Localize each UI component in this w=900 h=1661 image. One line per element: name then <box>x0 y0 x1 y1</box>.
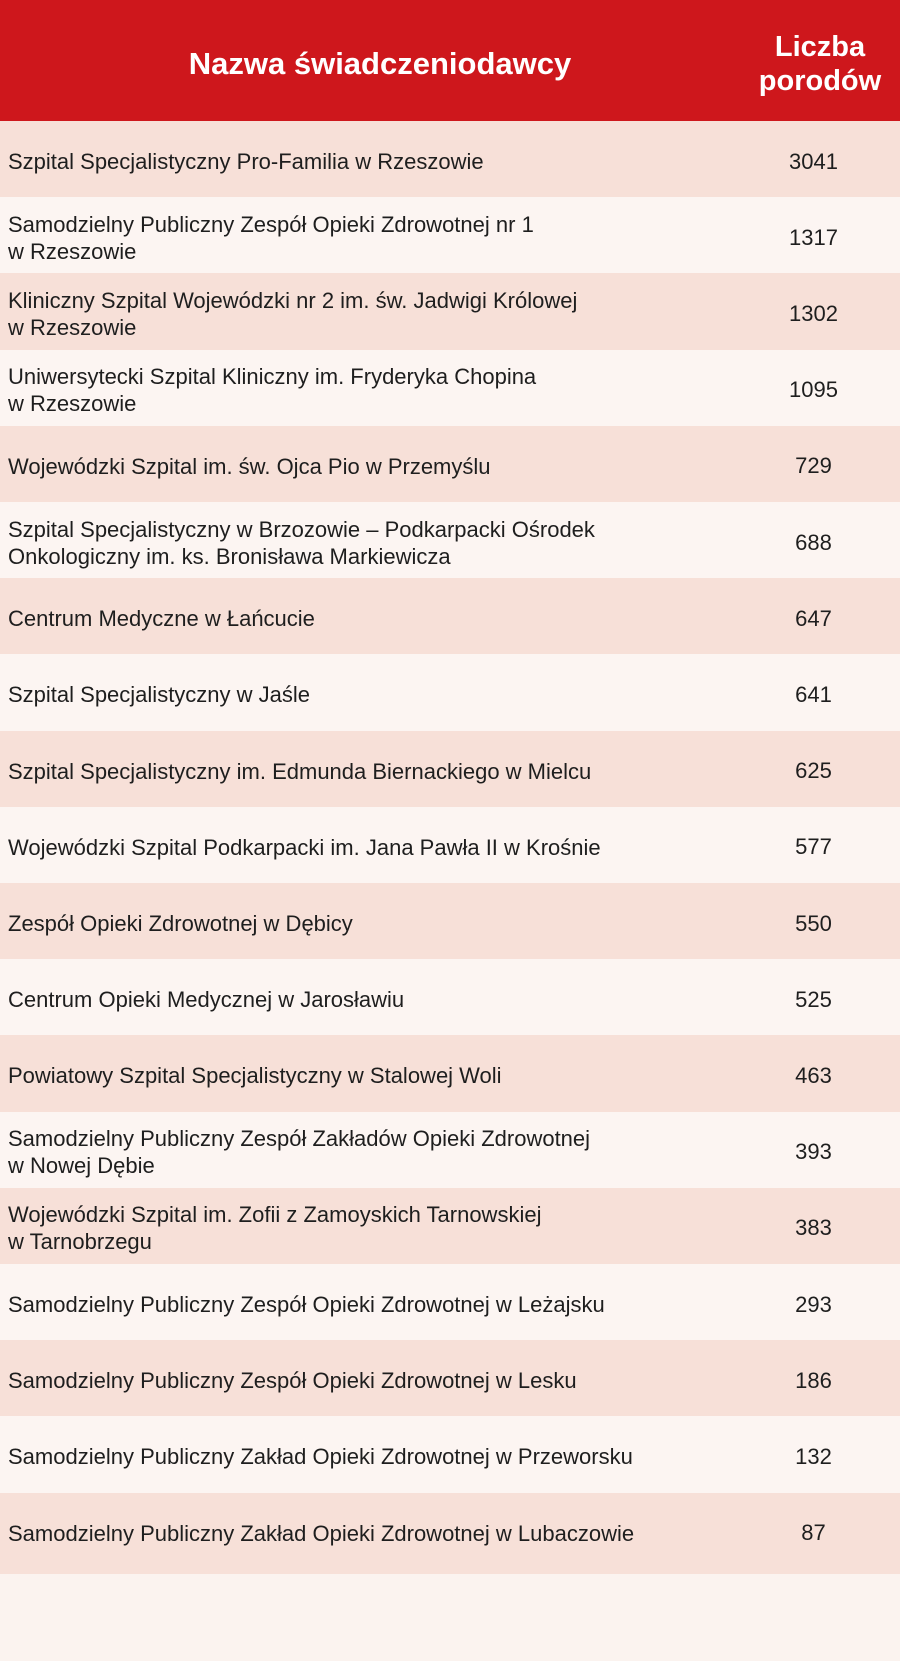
provider-name-cell: Wojewódzki Szpital Podkarpacki im. Jana Pawła II w Krośnie <box>8 834 601 860</box>
births-count-cell: 647 <box>795 605 832 631</box>
header-births-count: Liczba porodów <box>758 31 882 97</box>
table-row <box>0 350 900 431</box>
table-row <box>0 959 900 1040</box>
births-count-cell: 525 <box>795 986 832 1012</box>
births-count-cell: 132 <box>795 1443 832 1469</box>
births-count-cell: 87 <box>801 1520 826 1546</box>
table-row <box>0 426 900 507</box>
births-count-cell: 293 <box>795 1291 832 1317</box>
provider-name-cell: Kliniczny Szpital Wojewódzki nr 2 im. św. Jadwigi Królowej w Rzeszowie <box>8 287 578 340</box>
provider-name-cell: Uniwersytecki Szpital Kliniczny im. Fryderyka Chopina w Rzeszowie <box>8 364 537 417</box>
table-row <box>0 654 900 735</box>
table-header <box>0 0 900 128</box>
births-count-cell: 1317 <box>789 224 838 250</box>
table-row <box>0 1264 900 1345</box>
births-count-cell: 3041 <box>789 148 838 174</box>
provider-name-cell: Szpital Specjalistyczny w Jaśle <box>8 682 311 708</box>
table-row <box>0 578 900 659</box>
births-count-cell: 1095 <box>789 377 838 403</box>
provider-name-cell: Centrum Medyczne w Łańcucie <box>8 606 315 632</box>
table-row <box>0 1416 900 1497</box>
provider-name-cell: Szpital Specjalistyczny w Brzozowie – Podkarpacki Ośrodek Onkologiczny im. ks. Bronisława Markiewicza <box>8 516 595 569</box>
provider-name-cell: Wojewódzki Szpital im. Zofii z Zamoyskich Tarnowskiej w Tarnobrzegu <box>8 1202 542 1255</box>
provider-name-cell: Powiatowy Szpital Specjalistyczny w Stalowej Woli <box>8 1063 502 1089</box>
births-count-cell: 1302 <box>789 300 838 326</box>
births-count-cell: 186 <box>795 1367 832 1393</box>
header-provider-name: Nazwa świadczeniodawcy <box>188 46 572 81</box>
provider-name-cell: Wojewódzki Szpital im. św. Ojca Pio w Przemyślu <box>8 453 491 479</box>
births-count-cell: 550 <box>795 910 832 936</box>
table-row <box>0 807 900 888</box>
table-row <box>0 1493 900 1574</box>
births-count-cell: 577 <box>795 834 832 860</box>
provider-name-cell: Zespół Opieki Zdrowotnej w Dębicy <box>8 911 353 936</box>
births-count-cell: 641 <box>795 681 832 707</box>
provider-name-cell: Samodzielny Publiczny Zakład Opieki Zdrowotnej w Przeworsku <box>8 1444 633 1470</box>
births-count-cell: 688 <box>795 529 832 555</box>
provider-name-cell: Samodzielny Publiczny Zespół Zakładów Opieki Zdrowotnej w Nowej Dębie <box>8 1126 591 1179</box>
births-count-cell: 625 <box>795 758 832 784</box>
table-row <box>0 502 900 583</box>
provider-name-cell: Centrum Opieki Medycznej w Jarosławiu <box>8 987 405 1013</box>
table-row <box>0 1340 900 1421</box>
table-row <box>0 273 900 354</box>
table-row <box>0 121 900 202</box>
provider-name-cell: Szpital Specjalistyczny im. Edmunda Biernackiego w Mielcu <box>8 758 592 784</box>
provider-name-cell: Samodzielny Publiczny Zespół Opieki Zdrowotnej nr 1 w Rzeszowie <box>8 211 534 264</box>
table-row <box>0 1188 900 1269</box>
births-count-cell: 463 <box>795 1062 832 1088</box>
births-count-cell: 383 <box>795 1215 832 1241</box>
table-row <box>0 1112 900 1193</box>
table-row <box>0 1035 900 1116</box>
table-row <box>0 197 900 278</box>
table-row <box>0 883 900 964</box>
provider-name-cell: Samodzielny Publiczny Zespół Opieki Zdrowotnej w Lesku <box>8 1368 577 1394</box>
table-row <box>0 731 900 812</box>
provider-name-cell: Szpital Specjalistyczny Pro-Familia w Rzeszowie <box>8 149 484 174</box>
births-count-cell: 393 <box>795 1139 832 1165</box>
births-count-cell: 729 <box>795 453 832 479</box>
provider-name-cell: Samodzielny Publiczny Zespół Opieki Zdrowotnej w Leżajsku <box>8 1292 605 1317</box>
provider-name-cell: Samodzielny Publiczny Zakład Opieki Zdrowotnej w Lubaczowie <box>8 1520 635 1546</box>
